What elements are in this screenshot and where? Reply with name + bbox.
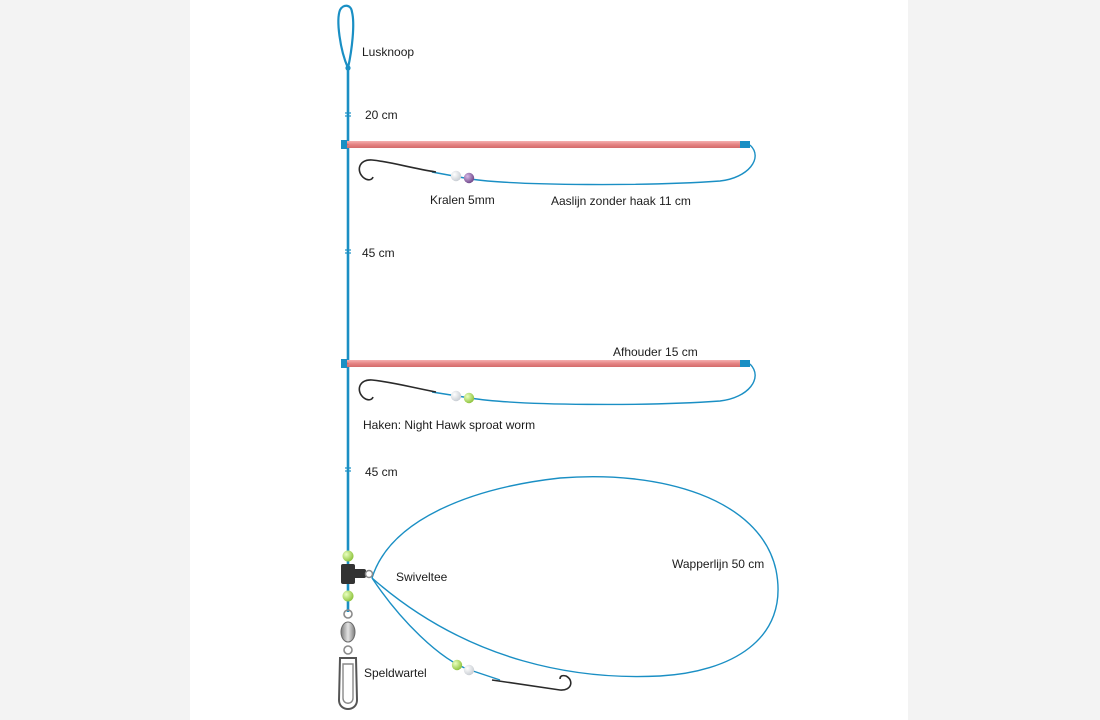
label-haken: Haken: Night Hawk sproat worm bbox=[363, 418, 536, 432]
snap-swivel bbox=[339, 610, 357, 709]
upper-bead-white bbox=[451, 171, 461, 181]
flapper-bead-white bbox=[464, 665, 474, 675]
label-kralen: Kralen 5mm bbox=[430, 193, 495, 207]
swivel-bead-top bbox=[343, 551, 354, 562]
upper-snood-line bbox=[470, 145, 755, 185]
label-length-mid: 45 cm bbox=[362, 246, 395, 260]
label-lusknoop: Lusknoop bbox=[362, 45, 415, 59]
swivel-bead-bottom bbox=[343, 591, 354, 602]
label-wapperlijn: Wapperlijn 50 cm bbox=[672, 557, 765, 571]
label-swiveltee: Swiveltee bbox=[396, 570, 448, 584]
loop-knot bbox=[338, 6, 353, 68]
lower-hook bbox=[359, 380, 436, 400]
upper-bead-purple bbox=[464, 173, 474, 183]
label-afhouder: Afhouder 15 cm bbox=[613, 345, 698, 359]
label-length-low: 45 cm bbox=[365, 465, 398, 479]
lower-bead-white bbox=[451, 391, 461, 401]
upper-hook bbox=[359, 160, 436, 180]
label-aaslijn: Aaslijn zonder haak 11 cm bbox=[551, 194, 691, 208]
flapper-hook bbox=[492, 676, 571, 690]
swiveltee bbox=[341, 564, 373, 584]
lower-bead-green bbox=[464, 393, 474, 403]
label-speldwartel: Speldwartel bbox=[364, 666, 427, 680]
lower-snood-line bbox=[470, 364, 755, 404]
upper-boom bbox=[341, 140, 750, 149]
lower-boom bbox=[341, 359, 750, 368]
label-length-top: 20 cm bbox=[365, 108, 398, 122]
flapper-bead-green bbox=[452, 660, 462, 670]
